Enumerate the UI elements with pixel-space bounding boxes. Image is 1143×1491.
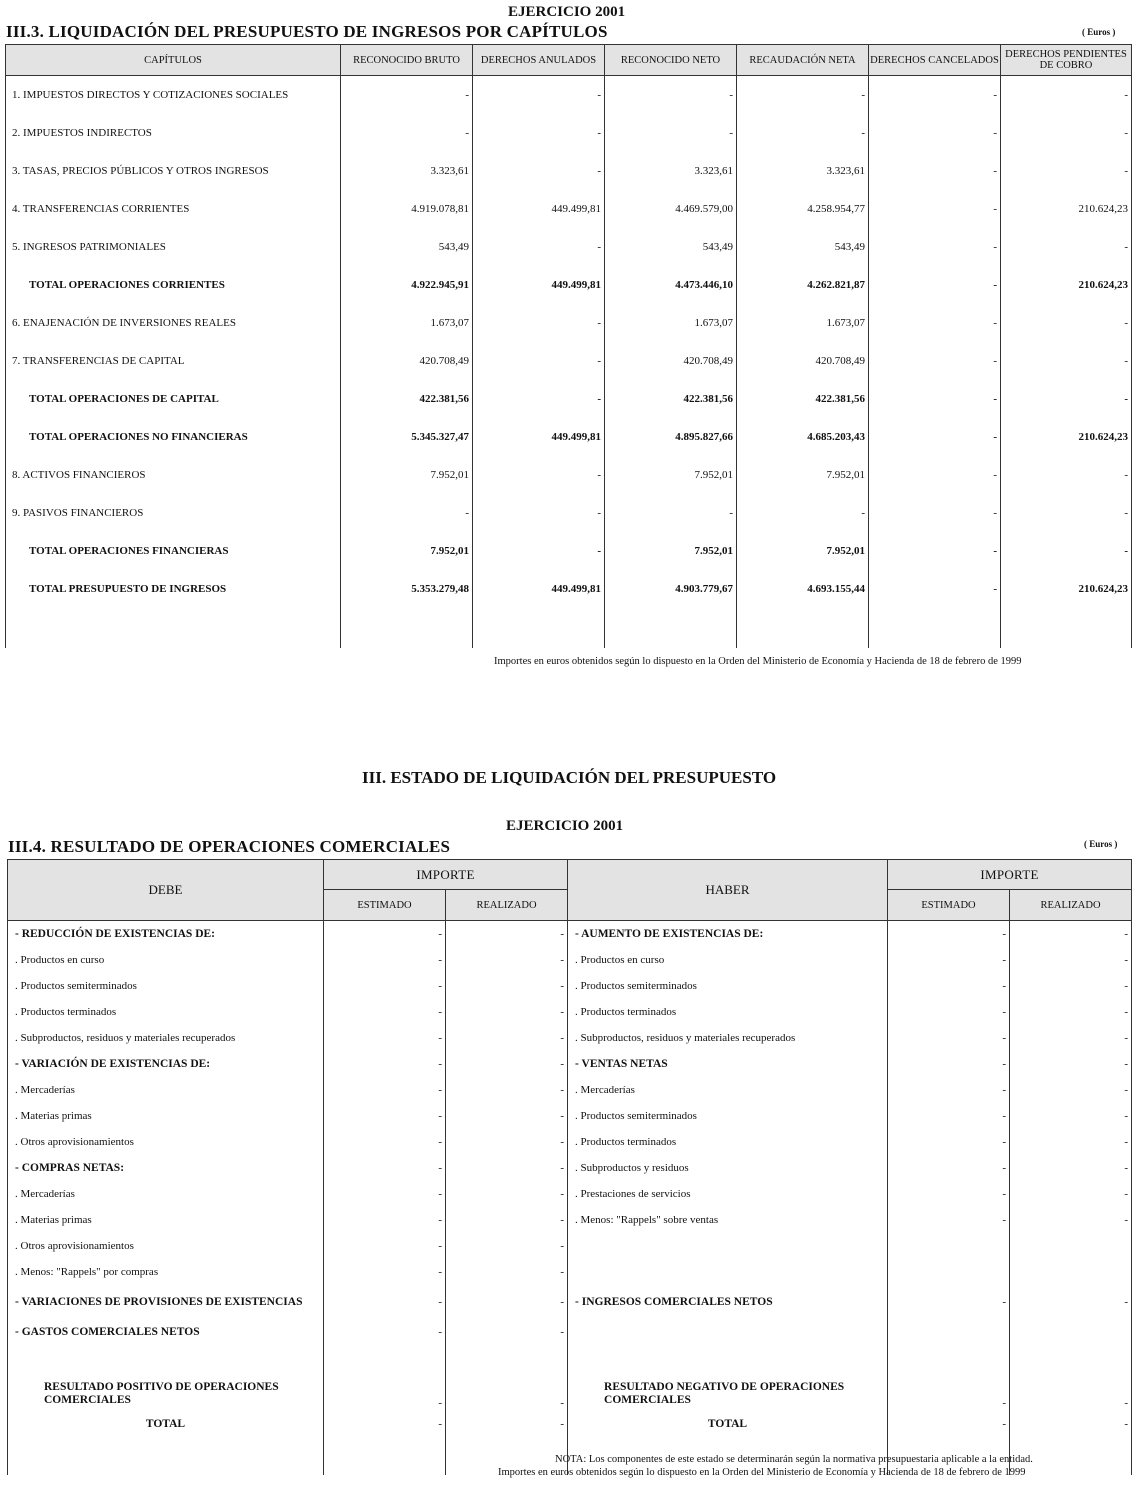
- cell-neto: 3.323,61: [605, 152, 737, 190]
- cell-neto: 420.708,49: [605, 342, 737, 380]
- row-label: . Menos: "Rappels" por compras: [8, 1259, 324, 1285]
- cell-value: -: [888, 1285, 1010, 1319]
- units-label-1: ( Euros ): [1082, 27, 1116, 37]
- table-row: [8, 1103, 1132, 1129]
- table-row: [6, 418, 1132, 456]
- cell-value: -: [1010, 1051, 1132, 1077]
- heading-estado-liquidacion: III. ESTADO DE LIQUIDACIÓN DEL PRESUPUESTO: [362, 768, 777, 787]
- table-row: [8, 921, 1132, 948]
- cell-anulados: 449.499,81: [473, 418, 605, 456]
- row-label: . Subproductos y residuos: [568, 1155, 888, 1181]
- cell-value: -: [1010, 1181, 1132, 1207]
- cell-value: -: [324, 1259, 446, 1285]
- cell-value: -: [1010, 921, 1132, 948]
- table-row: [8, 1025, 1132, 1051]
- cell-pendientes: -: [1001, 152, 1132, 190]
- row-label: TOTAL OPERACIONES CORRIENTES: [6, 266, 341, 304]
- row-label: 1. IMPUESTOS DIRECTOS Y COTIZACIONES SOCIALES: [6, 76, 341, 115]
- total-label-debe: TOTAL: [8, 1411, 324, 1437]
- cell-value: -: [446, 921, 568, 948]
- cell-cancelados: -: [869, 570, 1001, 608]
- row-label: . Otros aprovisionamientos: [8, 1233, 324, 1259]
- cell-value: -: [888, 947, 1010, 973]
- cell-neto: 422.381,56: [605, 380, 737, 418]
- cell-cancelados: -: [869, 304, 1001, 342]
- row-label: . Productos terminados: [8, 999, 324, 1025]
- cell-value: -: [446, 1155, 568, 1181]
- col-header-recaudacion-neta: RECAUDACIÓN NETA: [737, 45, 869, 76]
- cell-recaudacion: 420.708,49: [737, 342, 869, 380]
- cell-value: -: [1010, 1411, 1132, 1437]
- cell-pendientes: 210.624,23: [1001, 190, 1132, 228]
- cell-value: -: [446, 947, 568, 973]
- cell-cancelados: -: [869, 266, 1001, 304]
- row-label: - VENTAS NETAS: [568, 1051, 888, 1077]
- cell-value: -: [446, 1233, 568, 1259]
- row-label: . Productos terminados: [568, 999, 888, 1025]
- cell-value: -: [888, 1155, 1010, 1181]
- row-label: [568, 1233, 888, 1259]
- col-header-reconocido-neto: RECONOCIDO NETO: [605, 45, 737, 76]
- cell-cancelados: -: [869, 456, 1001, 494]
- cell-value: [888, 1259, 1010, 1285]
- cell-value: [1010, 1233, 1132, 1259]
- table-row: [6, 304, 1132, 342]
- cell-neto: 4.473.446,10: [605, 266, 737, 304]
- row-label: RESULTADO NEGATIVO DE OPERACIONES COMERCIALES: [568, 1345, 888, 1411]
- cell-value: -: [324, 1319, 446, 1345]
- table-row: [8, 1181, 1132, 1207]
- col-header-derechos-cancelados: DERECHOS CANCELADOS: [869, 45, 1001, 76]
- cell-cancelados: -: [869, 76, 1001, 115]
- cell-value: -: [446, 1103, 568, 1129]
- cell-value: -: [446, 1077, 568, 1103]
- cell-anulados: -: [473, 456, 605, 494]
- cell-neto: 4.469.579,00: [605, 190, 737, 228]
- cell-bruto: 420.708,49: [341, 342, 473, 380]
- cell-value: -: [446, 999, 568, 1025]
- row-label: . Productos en curso: [568, 947, 888, 973]
- cell-neto: -: [605, 76, 737, 115]
- col-header-haber: HABER: [568, 860, 888, 921]
- table-row: [8, 1129, 1132, 1155]
- row-label: - REDUCCIÓN DE EXISTENCIAS DE:: [8, 921, 324, 948]
- cell-anulados: 449.499,81: [473, 266, 605, 304]
- table-row: [6, 114, 1132, 152]
- cell-value: -: [888, 973, 1010, 999]
- cell-recaudacion: -: [737, 494, 869, 532]
- table-row: [6, 494, 1132, 532]
- cell-value: -: [888, 1181, 1010, 1207]
- cell-value: -: [324, 921, 446, 948]
- table-row: [8, 999, 1132, 1025]
- row-label: . Productos en curso: [8, 947, 324, 973]
- table-row: [6, 190, 1132, 228]
- cell-value: -: [446, 973, 568, 999]
- cell-neto: 543,49: [605, 228, 737, 266]
- cell-recaudacion: 4.693.155,44: [737, 570, 869, 608]
- cell-value: -: [324, 1077, 446, 1103]
- table-row: [6, 570, 1132, 608]
- row-label: . Subproductos, residuos y materiales recuperados: [8, 1025, 324, 1051]
- cell-value: -: [324, 1025, 446, 1051]
- row-label: . Mercaderías: [568, 1077, 888, 1103]
- table-row: [8, 1077, 1132, 1103]
- cell-anulados: 449.499,81: [473, 570, 605, 608]
- cell-bruto: -: [341, 494, 473, 532]
- cell-value: -: [446, 1345, 568, 1411]
- cell-pendientes: -: [1001, 76, 1132, 115]
- cell-neto: 7.952,01: [605, 532, 737, 570]
- cell-value: -: [446, 1181, 568, 1207]
- cell-bruto: -: [341, 114, 473, 152]
- cell-recaudacion: 4.258.954,77: [737, 190, 869, 228]
- cell-value: -: [324, 973, 446, 999]
- cell-pendientes: 210.624,23: [1001, 266, 1132, 304]
- cell-anulados: 449.499,81: [473, 190, 605, 228]
- row-label: TOTAL OPERACIONES NO FINANCIERAS: [6, 418, 341, 456]
- cell-value: -: [888, 999, 1010, 1025]
- cell-value: -: [888, 1051, 1010, 1077]
- row-label: - AUMENTO DE EXISTENCIAS DE:: [568, 921, 888, 948]
- row-label: TOTAL PRESUPUESTO DE INGRESOS: [6, 570, 341, 608]
- cell-neto: 1.673,07: [605, 304, 737, 342]
- col-header-estimado-haber: ESTIMADO: [888, 890, 1010, 921]
- row-label: - VARIACIONES DE PROVISIONES DE EXISTENCIAS: [8, 1285, 324, 1319]
- ingresos-table: [5, 44, 1132, 648]
- table-row: [6, 266, 1132, 304]
- cell-anulados: -: [473, 304, 605, 342]
- cell-cancelados: -: [869, 532, 1001, 570]
- row-label: - COMPRAS NETAS:: [8, 1155, 324, 1181]
- cell-value: -: [446, 1285, 568, 1319]
- cell-value: -: [324, 999, 446, 1025]
- cell-cancelados: -: [869, 228, 1001, 266]
- cell-cancelados: -: [869, 418, 1001, 456]
- row-label: 8. ACTIVOS FINANCIEROS: [6, 456, 341, 494]
- table-row: [6, 228, 1132, 266]
- row-label: [568, 1259, 888, 1285]
- cell-anulados: -: [473, 342, 605, 380]
- cell-value: -: [888, 921, 1010, 948]
- col-header-capitulos: CAPÍTULOS: [6, 45, 341, 76]
- row-label: . Menos: "Rappels" sobre ventas: [568, 1207, 888, 1233]
- cell-pendientes: -: [1001, 380, 1132, 418]
- table-row-empty: [6, 608, 1132, 648]
- cell-recaudacion: -: [737, 76, 869, 115]
- cell-value: -: [1010, 1129, 1132, 1155]
- row-label: - INGRESOS COMERCIALES NETOS: [568, 1285, 888, 1319]
- cell-value: -: [1010, 1155, 1132, 1181]
- cell-recaudacion: 3.323,61: [737, 152, 869, 190]
- col-header-importe-debe: IMPORTE: [324, 860, 568, 890]
- table-row: [6, 152, 1132, 190]
- cell-value: -: [888, 1077, 1010, 1103]
- cell-value: -: [888, 1103, 1010, 1129]
- cell-value: -: [324, 947, 446, 973]
- row-label: 2. IMPUESTOS INDIRECTOS: [6, 114, 341, 152]
- table-row: [6, 76, 1132, 115]
- cell-value: -: [446, 1411, 568, 1437]
- cell-anulados: -: [473, 114, 605, 152]
- cell-bruto: 422.381,56: [341, 380, 473, 418]
- table-row: [6, 342, 1132, 380]
- cell-value: -: [324, 1233, 446, 1259]
- cell-bruto: 5.345.327,47: [341, 418, 473, 456]
- cell-value: [888, 1233, 1010, 1259]
- cell-value: -: [888, 1411, 1010, 1437]
- cell-pendientes: -: [1001, 228, 1132, 266]
- row-label: - GASTOS COMERCIALES NETOS: [8, 1319, 324, 1345]
- cell-value: -: [324, 1207, 446, 1233]
- cell-value: -: [1010, 1345, 1132, 1411]
- row-label: . Mercaderías: [8, 1077, 324, 1103]
- cell-value: -: [446, 1259, 568, 1285]
- cell-cancelados: -: [869, 380, 1001, 418]
- cell-anulados: -: [473, 76, 605, 115]
- cell-bruto: 7.952,01: [341, 532, 473, 570]
- section-title-iii4: III.4. RESULTADO DE OPERACIONES COMERCIALES: [8, 837, 451, 856]
- table-row: [8, 1051, 1132, 1077]
- cell-value: -: [888, 1345, 1010, 1411]
- table-row: [6, 532, 1132, 570]
- cell-neto: 4.895.827,66: [605, 418, 737, 456]
- row-label: . Subproductos, residuos y materiales recuperados: [568, 1025, 888, 1051]
- table-row: [8, 1319, 1132, 1345]
- cell-value: -: [446, 1129, 568, 1155]
- cell-value: -: [1010, 1207, 1132, 1233]
- cell-pendientes: 210.624,23: [1001, 418, 1132, 456]
- cell-anulados: -: [473, 228, 605, 266]
- cell-value: -: [1010, 1103, 1132, 1129]
- cell-cancelados: -: [869, 494, 1001, 532]
- col-header-realizado-haber: REALIZADO: [1010, 890, 1132, 921]
- cell-recaudacion: 1.673,07: [737, 304, 869, 342]
- table-row: [8, 1285, 1132, 1319]
- table-header-row: [6, 45, 1132, 76]
- cell-value: -: [446, 1051, 568, 1077]
- row-label: . Productos semiterminados: [568, 1103, 888, 1129]
- cell-pendientes: -: [1001, 304, 1132, 342]
- row-label: 9. PASIVOS FINANCIEROS: [6, 494, 341, 532]
- footnote-2: Importes en euros obtenidos según lo dispuesto en la Orden del Ministerio de Economía y Hacienda de 18 de febrero de 1999: [498, 1467, 1026, 1478]
- total-label-haber: TOTAL: [568, 1411, 888, 1437]
- cell-bruto: 3.323,61: [341, 152, 473, 190]
- table-row: [8, 1233, 1132, 1259]
- row-label: 5. INGRESOS PATRIMONIALES: [6, 228, 341, 266]
- col-header-debe: DEBE: [8, 860, 324, 921]
- operaciones-comerciales-table: [7, 859, 1132, 1475]
- cell-bruto: 1.673,07: [341, 304, 473, 342]
- row-label: . Mercaderías: [8, 1181, 324, 1207]
- cell-value: -: [1010, 1025, 1132, 1051]
- table-row: [8, 1345, 1132, 1411]
- cell-value: -: [1010, 947, 1132, 973]
- cell-pendientes: -: [1001, 456, 1132, 494]
- section-title-iii3: III.3. LIQUIDACIÓN DEL PRESUPUESTO DE INGRESOS POR CAPÍTULOS: [6, 22, 608, 41]
- cell-anulados: -: [473, 380, 605, 418]
- cell-value: -: [446, 1025, 568, 1051]
- cell-cancelados: -: [869, 114, 1001, 152]
- row-label: 3. TASAS, PRECIOS PÚBLICOS Y OTROS INGRESOS: [6, 152, 341, 190]
- cell-neto: -: [605, 494, 737, 532]
- row-label: RESULTADO POSITIVO DE OPERACIONES COMERCIALES: [8, 1345, 324, 1411]
- cell-bruto: 5.353.279,48: [341, 570, 473, 608]
- cell-bruto: -: [341, 76, 473, 115]
- cell-value: -: [324, 1129, 446, 1155]
- ejercicio-label-1: EJERCICIO 2001: [508, 4, 626, 20]
- cell-value: -: [888, 1129, 1010, 1155]
- table-header-row: [8, 860, 1132, 890]
- cell-cancelados: -: [869, 342, 1001, 380]
- row-label: . Prestaciones de servicios: [568, 1181, 888, 1207]
- row-label: . Materias primas: [8, 1103, 324, 1129]
- cell-bruto: 4.919.078,81: [341, 190, 473, 228]
- row-label: - VARIACIÓN DE EXISTENCIAS DE:: [8, 1051, 324, 1077]
- row-label: . Productos semiterminados: [8, 973, 324, 999]
- row-label: 6. ENAJENACIÓN DE INVERSIONES REALES: [6, 304, 341, 342]
- cell-bruto: 543,49: [341, 228, 473, 266]
- cell-value: -: [324, 1411, 446, 1437]
- cell-value: -: [324, 1181, 446, 1207]
- table-row: [8, 1259, 1132, 1285]
- row-label: TOTAL OPERACIONES FINANCIERAS: [6, 532, 341, 570]
- row-label: . Otros aprovisionamientos: [8, 1129, 324, 1155]
- table-row: [6, 456, 1132, 494]
- col-header-importe-haber: IMPORTE: [888, 860, 1132, 890]
- cell-pendientes: -: [1001, 494, 1132, 532]
- cell-value: -: [1010, 999, 1132, 1025]
- cell-value: [1010, 1259, 1132, 1285]
- row-label: . Productos terminados: [568, 1129, 888, 1155]
- cell-value: -: [324, 1103, 446, 1129]
- cell-pendientes: -: [1001, 532, 1132, 570]
- ejercicio-label-2: EJERCICIO 2001: [506, 818, 624, 834]
- total-row: [8, 1411, 1132, 1437]
- cell-recaudacion: 543,49: [737, 228, 869, 266]
- row-label: 7. TRANSFERENCIAS DE CAPITAL: [6, 342, 341, 380]
- col-header-derechos-pendientes: DERECHOS PENDIENTES DE COBRO: [1001, 45, 1132, 76]
- cell-pendientes: 210.624,23: [1001, 570, 1132, 608]
- cell-recaudacion: 422.381,56: [737, 380, 869, 418]
- cell-value: -: [888, 1207, 1010, 1233]
- cell-anulados: -: [473, 532, 605, 570]
- cell-neto: 7.952,01: [605, 456, 737, 494]
- col-header-realizado-debe: REALIZADO: [446, 890, 568, 921]
- cell-recaudacion: 4.262.821,87: [737, 266, 869, 304]
- row-label: 4. TRANSFERENCIAS CORRIENTES: [6, 190, 341, 228]
- footnote-1: Importes en euros obtenidos según lo dispuesto en la Orden del Ministerio de Economía y Hacienda de 18 de febrero de 1999: [494, 656, 1022, 667]
- cell-value: -: [1010, 973, 1132, 999]
- cell-bruto: 4.922.945,91: [341, 266, 473, 304]
- cell-value: -: [1010, 1285, 1132, 1319]
- cell-recaudacion: 7.952,01: [737, 532, 869, 570]
- cell-bruto: 7.952,01: [341, 456, 473, 494]
- cell-anulados: -: [473, 152, 605, 190]
- table-row: [6, 380, 1132, 418]
- table-row: [8, 973, 1132, 999]
- cell-value: -: [888, 1025, 1010, 1051]
- cell-anulados: -: [473, 494, 605, 532]
- cell-value: -: [446, 1207, 568, 1233]
- cell-pendientes: -: [1001, 114, 1132, 152]
- row-label: . Materias primas: [8, 1207, 324, 1233]
- table-row: [8, 947, 1132, 973]
- cell-value: -: [446, 1319, 568, 1345]
- row-label: . Productos semiterminados: [568, 973, 888, 999]
- table-row: [8, 1207, 1132, 1233]
- cell-pendientes: -: [1001, 342, 1132, 380]
- cell-neto: 4.903.779,67: [605, 570, 737, 608]
- cell-recaudacion: 7.952,01: [737, 456, 869, 494]
- col-header-reconocido-bruto: RECONOCIDO BRUTO: [341, 45, 473, 76]
- table-row: [8, 1155, 1132, 1181]
- col-header-derechos-anulados: DERECHOS ANULADOS: [473, 45, 605, 76]
- cell-recaudacion: -: [737, 114, 869, 152]
- col-header-estimado-debe: ESTIMADO: [324, 890, 446, 921]
- cell-value: -: [1010, 1077, 1132, 1103]
- cell-value: -: [324, 1345, 446, 1411]
- cell-cancelados: -: [869, 190, 1001, 228]
- cell-cancelados: -: [869, 152, 1001, 190]
- footnote-nota: NOTA: Los componentes de este estado se determinarán según la normativa presupuestaria aplicable a la entidad.: [555, 1454, 1033, 1465]
- cell-neto: -: [605, 114, 737, 152]
- cell-value: -: [324, 1155, 446, 1181]
- cell-recaudacion: 4.685.203,43: [737, 418, 869, 456]
- units-label-2: ( Euros ): [1084, 839, 1118, 849]
- row-label: TOTAL OPERACIONES DE CAPITAL: [6, 380, 341, 418]
- cell-value: -: [324, 1285, 446, 1319]
- cell-value: -: [324, 1051, 446, 1077]
